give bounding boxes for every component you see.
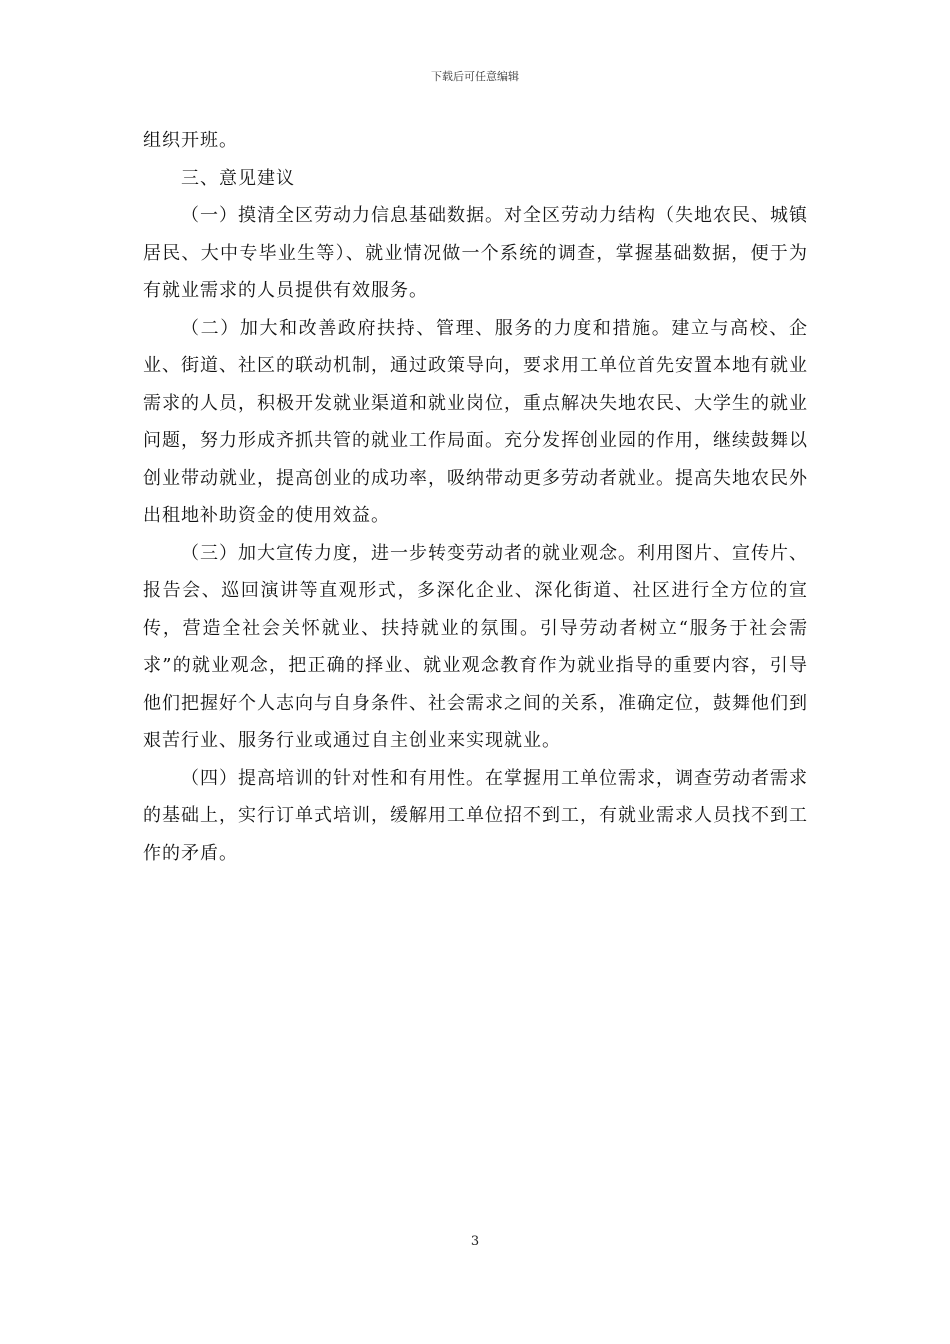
paragraph-suggestion-2: （二）加大和改善政府扶持、管理、服务的力度和措施。建立与高校、企业、街道、社区的联动机制，通过政策导向，要求用工单位首先安置本地有就业需求的人员，积极开发就业渠道和就业岗位，重点解决失地农民、大学生的就业问题，努力形成齐抓共管的就业工作局面。充分发挥创业园的作用，继续鼓舞以创业带动就业，提高创业的成功率，吸纳带动更多劳动者就业。提高失地农民外出租地补助资金的使用效益。 <box>143 317 808 526</box>
paragraph-continuation: 组织开班。 <box>143 130 238 151</box>
section-heading: 三、意见建议 <box>181 167 295 189</box>
page-number: 3 <box>470 1234 480 1249</box>
paragraph-suggestion-4: （四）提高培训的针对性和有用性。在掌握用工单位需求，调查劳动者需求的基础上，实行订单式培训，缓解用工单位招不到工，有就业需求人员找不到工作的矛盾。 <box>143 767 808 864</box>
document-body <box>143 122 808 872</box>
paragraph-suggestion-1: （一）摸清全区劳动力信息基础数据。对全区劳动力结构（失地农民、城镇居民、大中专毕业生等）、就业情况做一个系统的调查，掌握基础数据，便于为有就业需求的人员提供有效服务。 <box>143 205 808 301</box>
paragraph-suggestion-3: （三）加大宣传力度，进一步转变劳动者的就业观念。利用图片、宣传片、报告会、巡回演讲等直观形式，多深化企业、深化街道、社区进行全方位的宣传，营造全社会关怀就业、扶持就业的氛围。引导劳动者树立“服务于社会需求”的就业观念，把正确的择业、就业观念教育作为就业指导的重要内容，引导他们把握好个人志向与自身条件、社会需求之间的关系，准确定位，鼓舞他们到艰苦行业、服务行业或通过自主创业来实现就业。 <box>143 542 808 751</box>
page-header: 下载后可任意编辑 <box>431 70 519 83</box>
